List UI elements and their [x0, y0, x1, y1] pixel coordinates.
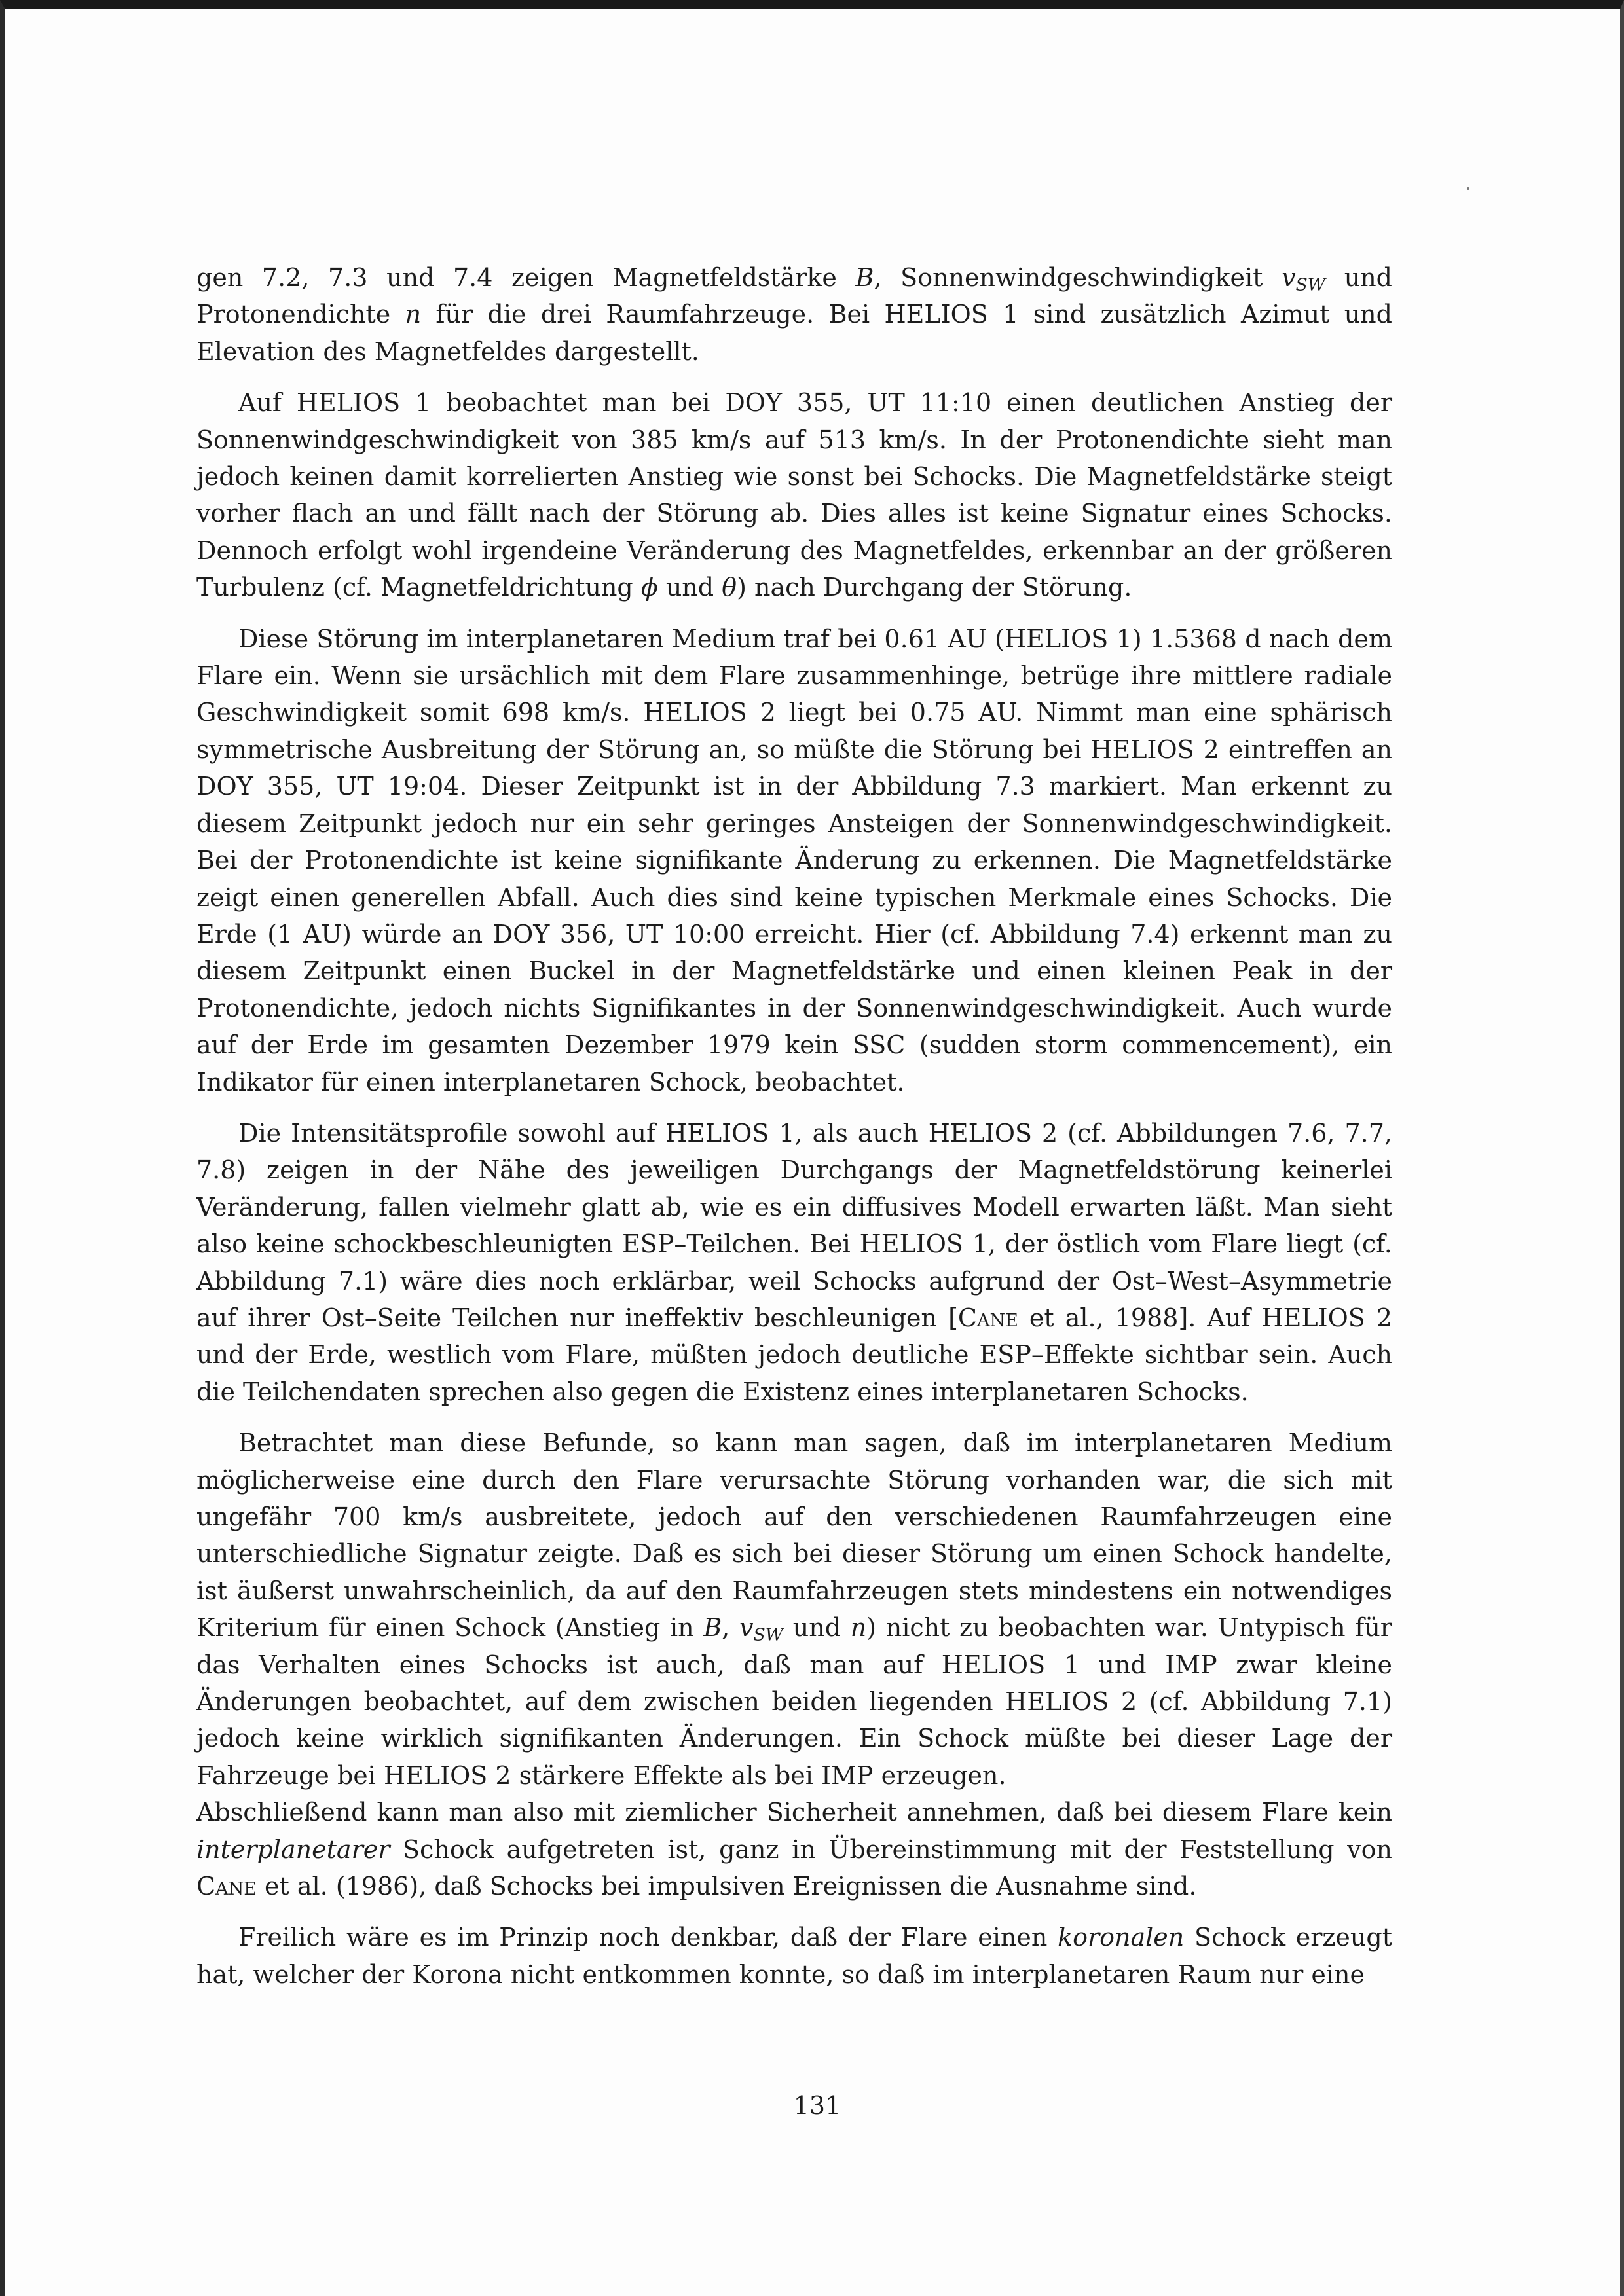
text-run: Schock aufgetreten ist, ganz in Übereinstimmung mit der Feststellung von	[390, 1834, 1392, 1864]
author-name: Cane	[196, 1872, 257, 1901]
text-run: für die drei Raumfahrzeuge. Bei HELIOS 1 sind zusätzlich Azimut und Elevation des Magnetfeldes dargestellt.	[196, 300, 1392, 366]
text-run: ) nach Durchgang der Störung.	[737, 573, 1132, 602]
text-run: und	[783, 1613, 851, 1643]
text-run: gen 7.2, 7.3 und 7.4 zeigen Magnetfeldstärke	[196, 263, 856, 292]
paragraph	[196, 1794, 1392, 1904]
text-run: , Sonnenwindgeschwindigkeit	[874, 263, 1282, 292]
text-run: et al., 1988]. Auf HELIOS 2 und der Erde, westlich vom Flare, müßten jedoch deutliche ESP–Effekte sichtbar sein. Auch die Teilchendaten sprechen also gegen die Existenz eines interplanetaren Schocks.	[196, 1303, 1393, 1406]
emphasis: koronalen	[1058, 1923, 1185, 1952]
math-subscript: SW	[753, 1624, 784, 1645]
text-run: ,	[722, 1613, 740, 1643]
math-subscript: SW	[1295, 274, 1326, 295]
text-run: Freilich wäre es im Prinzip noch denkbar, daß der Flare einen	[238, 1923, 1058, 1952]
text-run: Auf HELIOS 1 beobachtet man bei DOY 355, UT 11:10 einen deutlichen Anstieg der Sonnenwindgeschwindigkeit von 385 km/s auf 513 km/s. In der Protonendichte sieht man jedoch keinen damit korrelierten Anstieg wie sonst bei Schocks. Die Magnetfeldstärke steigt vorher flach an und fällt nach der Störung ab. Dies alles ist keine Signatur eines Schocks. Dennoch erfolgt wohl irgendeine Veränderung des Magnetfeldes, erkennbar an der größeren Turbulenz (cf. Magnetfeldrichtung	[196, 388, 1392, 602]
text-run: und	[657, 573, 722, 602]
math-variable: v	[1282, 263, 1296, 292]
math-variable: v	[739, 1613, 754, 1643]
text-run: Abschließend kann man also mit ziemlicher Sicherheit annehmen, daß bei diesem Flare kein	[196, 1798, 1392, 1827]
math-variable: B	[703, 1613, 722, 1643]
paragraph	[196, 1919, 1392, 1993]
text-run: et al. (1986), daß Schocks bei impulsiven Ereignissen die Ausnahme sind.	[256, 1872, 1197, 1901]
math-variable: θ	[722, 573, 737, 602]
paragraph	[196, 621, 1392, 1101]
math-variable: n	[405, 300, 422, 329]
math-variable: ϕ	[640, 573, 658, 602]
text-run: ) nicht zu beobachten war. Untypisch für das Verhalten eines Schocks ist auch, daß man auf HELIOS 1 und IMP zwar kleine Änderungen beobachtet, auf dem zwischen beiden liegenden HELIOS 2 (cf. Abbildung 7.1) jedoch keine wirklich signifikanten Änderungen. Ein Schock müßte bei dieser Lage der Fahrzeuge bei HELIOS 2 stärkere Effekte als bei IMP erzeugen.	[196, 1613, 1392, 1790]
page-number: 131	[793, 2091, 841, 2120]
math-variable: B	[855, 263, 874, 292]
paragraph	[196, 1425, 1392, 1794]
author-name: Cane	[957, 1303, 1018, 1332]
text-run: Diese Störung im interplanetaren Medium traf bei 0.61 AU (HELIOS 1) 1.5368 d nach dem Flare ein. Wenn sie ursächlich mit dem Flare zusammenhinge, betrüge ihre mittlere radiale Geschwindigkeit somit 698 km/s. HELIOS 2 liegt bei 0.75 AU. Nimmt man eine sphärisch symmetrische Ausbreitung der Störung an, so müßte die Störung bei HELIOS 2 eintreffen an DOY 355, UT 19:04. Dieser Zeitpunkt ist in der Abbildung 7.3 markiert. Man erkennt zu diesem Zeitpunkt jedoch nur ein sehr geringes Ansteigen der Sonnenwindgeschwindigkeit. Bei der Protonendichte ist keine signifikante Änderung zu erkennen. Die Magnetfeldstärke zeigt einen generellen Abfall. Auch dies sind keine typischen Merkmale eines Schocks. Die Erde (1 AU) würde an DOY 356, UT 10:00 erreicht. Hier (cf. Abbildung 7.4) erkennt man zu diesem Zeitpunkt einen Buckel in der Magnetfeldstärke und einen kleinen Peak in der Protonendichte, jedoch nichts Signifikantes in der Sonnenwindgeschwindigkeit. Auch wurde auf der Erde im gesamten Dezember 1979 kein SSC (sudden storm commencement), ein Indikator für einen interplanetaren Schock, beobachtet.	[196, 624, 1392, 1097]
emphasis: interplanetarer	[196, 1834, 390, 1864]
paragraph	[196, 384, 1392, 606]
text-run: und Protonendichte	[196, 263, 1392, 329]
paragraph	[196, 259, 1392, 370]
math-variable: n	[850, 1613, 867, 1643]
body-text	[196, 259, 1392, 1993]
scan-speck	[1467, 187, 1469, 190]
paragraph	[196, 1115, 1392, 1410]
text-run: Die Intensitätsprofile sowohl auf HELIOS 1, als auch HELIOS 2 (cf. Abbildungen 7.6, 7.7, 7.8) zeigen in der Nähe des jeweiligen Durchgangs der Magnetfeldstörung keinerlei Veränderung, fallen vielmehr glatt ab, wie es ein diffusives Modell erwarten läßt. Man sieht also keine schockbeschleunigten ESP–Teilchen. Bei HELIOS 1, der östlich vom Flare liegt (cf. Abbildung 7.1) wäre dies noch erklärbar, weil Schocks aufgrund der Ost–West–Asymmetrie auf ihrer Ost–Seite Teilchen nur ineffektiv beschleunigen [	[196, 1118, 1392, 1332]
text-run: Betrachtet man diese Befunde, so kann man sagen, daß im interplanetaren Medium möglicherweise eine durch den Flare verursachte Störung vorhanden war, die sich mit ungefähr 700 km/s ausbreitete, jedoch auf den verschiedenen Raumfahrzeugen eine unterschiedliche Signatur zeigte. Daß es sich bei dieser Störung um einen Schock handelte, ist äußerst unwahrscheinlich, da auf den Raumfahrzeugen stets mindestens ein notwendiges Kriterium für einen Schock (Anstieg in	[196, 1429, 1392, 1643]
text-run: Schock erzeugt hat, welcher der Korona nicht entkommen konnte, so daß im interplanetaren Raum nur eine	[196, 1923, 1392, 1989]
